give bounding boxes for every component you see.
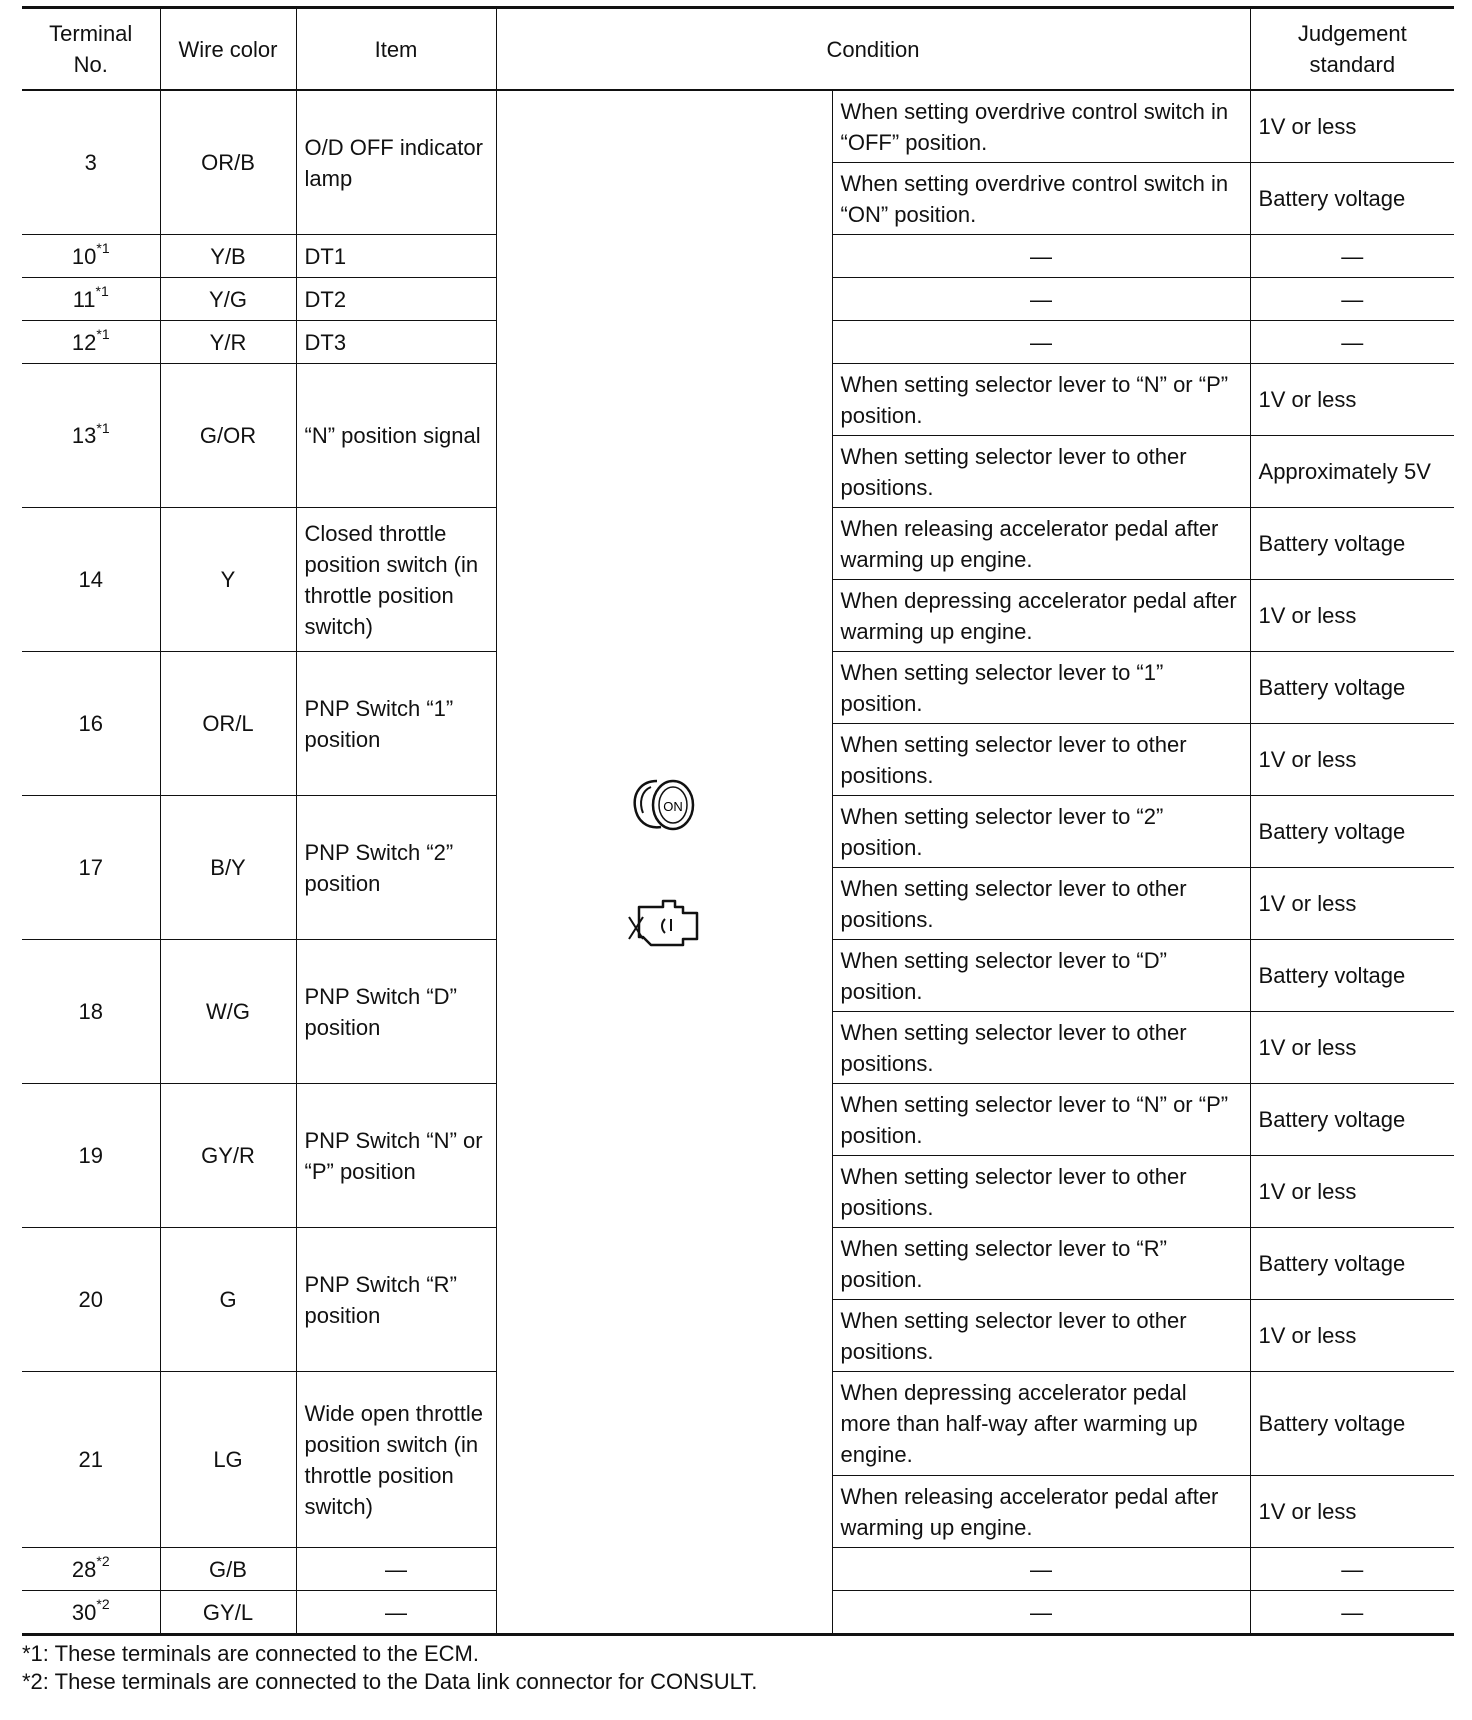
item-cell: —	[296, 1548, 496, 1591]
condition-cell: When setting selector lever to other positions.	[832, 724, 1250, 796]
terminal-number: 11	[72, 286, 96, 312]
terminal-cell	[22, 1591, 160, 1635]
item-cell: Wide open throttle position switch (in throttle position switch)	[296, 1372, 496, 1548]
condition-cell: —	[832, 235, 1250, 278]
condition-cell: When setting selector lever to “1” position.	[832, 652, 1250, 724]
terminal-footnote-mark: *1	[95, 283, 109, 300]
table-header-row	[22, 8, 1454, 91]
terminal-number: 30	[71, 1599, 97, 1625]
terminal-number: 12	[71, 329, 97, 355]
terminal-cell	[22, 235, 160, 278]
footnotes	[22, 1640, 1454, 1696]
condition-cell: When setting selector lever to “2” position.	[832, 796, 1250, 868]
document	[22, 6, 1454, 1696]
terminal-number: 14	[78, 567, 103, 592]
judgement-cell: 1V or less	[1250, 1300, 1454, 1372]
header-item: Item	[296, 8, 496, 91]
terminal-cell	[22, 364, 160, 508]
terminal-table	[22, 6, 1454, 1636]
terminal-cell	[22, 796, 160, 940]
terminal-cell	[22, 652, 160, 796]
terminal-number: 20	[78, 1287, 103, 1312]
wire-color-cell: W/G	[160, 940, 296, 1084]
terminal-cell	[22, 278, 160, 321]
judgement-cell: —	[1250, 321, 1454, 364]
condition-cell: —	[832, 1548, 1250, 1591]
judgement-cell: Battery voltage	[1250, 652, 1454, 724]
item-cell: O/D OFF indicator lamp	[296, 90, 496, 235]
item-cell: PNP Switch “2” position	[296, 796, 496, 940]
terminal-cell	[22, 321, 160, 364]
judgement-cell: 1V or less	[1250, 1476, 1454, 1548]
wire-color-cell: Y	[160, 508, 296, 652]
judgement-cell: Battery voltage	[1250, 508, 1454, 580]
judgement-cell: —	[1250, 1548, 1454, 1591]
judgement-cell: 1V or less	[1250, 1012, 1454, 1084]
item-cell: DT3	[296, 321, 496, 364]
judgement-cell: Battery voltage	[1250, 1372, 1454, 1476]
terminal-cell	[22, 508, 160, 652]
condition-cell: When depressing accelerator pedal more than half-way after warming up engine.	[832, 1372, 1250, 1476]
condition-cell: When releasing accelerator pedal after warming up engine.	[832, 1476, 1250, 1548]
item-cell: —	[296, 1591, 496, 1635]
terminal-footnote-mark: *1	[96, 240, 110, 257]
terminal-footnote-mark: *1	[96, 419, 110, 436]
judgement-cell: —	[1250, 235, 1454, 278]
terminal-footnote-mark: *2	[96, 1553, 110, 1570]
terminal-cell	[22, 940, 160, 1084]
wire-color-cell: B/Y	[160, 796, 296, 940]
judgement-cell: Battery voltage	[1250, 1228, 1454, 1300]
judgement-cell: 1V or less	[1250, 724, 1454, 796]
table-row	[22, 90, 1454, 163]
condition-cell: When setting overdrive control switch in “ON” position.	[832, 163, 1250, 235]
wire-color-cell: GY/R	[160, 1084, 296, 1228]
condition-cell: When setting overdrive control switch in “OFF” position.	[832, 90, 1250, 163]
item-cell: Closed throttle position switch (in throttle position switch)	[296, 508, 496, 652]
terminal-number: 18	[78, 999, 103, 1024]
terminal-footnote-mark: *2	[96, 1596, 110, 1613]
judgement-cell: 1V or less	[1250, 364, 1454, 436]
terminal-number: 19	[78, 1143, 103, 1168]
header-terminal: Terminal No.	[22, 8, 160, 91]
judgement-cell: 1V or less	[1250, 90, 1454, 163]
condition-cell: When setting selector lever to other positions.	[832, 1012, 1250, 1084]
footnote-2: *2: These terminals are connected to the Data link connector for CONSULT.	[22, 1669, 758, 1694]
condition-icons-cell	[496, 90, 832, 1635]
ign-on-label: ON	[663, 799, 683, 814]
terminal-number: 17	[78, 855, 103, 880]
judgement-cell: Battery voltage	[1250, 163, 1454, 235]
item-cell: PNP Switch “1” position	[296, 652, 496, 796]
wire-color-cell: LG	[160, 1372, 296, 1548]
header-judgement: Judgement standard	[1250, 8, 1454, 91]
terminal-number: 10	[71, 243, 97, 269]
judgement-cell: —	[1250, 1591, 1454, 1635]
terminal-number: 28	[71, 1556, 97, 1582]
judgement-cell: Battery voltage	[1250, 940, 1454, 1012]
judgement-cell: Battery voltage	[1250, 1084, 1454, 1156]
terminal-number: 21	[78, 1447, 103, 1472]
terminal-number: 3	[84, 150, 97, 175]
judgement-cell: Approximately 5V	[1250, 436, 1454, 508]
condition-cell: —	[832, 1591, 1250, 1635]
terminal-cell	[22, 1084, 160, 1228]
condition-cell: When setting selector lever to “N” or “P” position.	[832, 1084, 1250, 1156]
wire-color-cell: GY/L	[160, 1591, 296, 1635]
condition-cell: —	[832, 321, 1250, 364]
header-condition: Condition	[496, 8, 1250, 91]
terminal-cell	[22, 1228, 160, 1372]
terminal-cell	[22, 1372, 160, 1548]
item-cell: PNP Switch “D” position	[296, 940, 496, 1084]
condition-cell: When setting selector lever to other positions.	[832, 868, 1250, 940]
item-cell: “N” position signal	[296, 364, 496, 508]
terminal-cell	[22, 90, 160, 235]
ignition-key-on-icon	[629, 773, 699, 835]
condition-cell: When setting selector lever to other positions.	[832, 1300, 1250, 1372]
condition-cell: When setting selector lever to “N” or “P” position.	[832, 364, 1250, 436]
judgement-cell: 1V or less	[1250, 1156, 1454, 1228]
condition-cell: —	[832, 278, 1250, 321]
item-cell: PNP Switch “N” or “P” position	[296, 1084, 496, 1228]
condition-cell: When setting selector lever to other positions.	[832, 436, 1250, 508]
wire-color-cell: Y/R	[160, 321, 296, 364]
condition-cell: When depressing accelerator pedal after warming up engine.	[832, 580, 1250, 652]
wire-color-cell: OR/B	[160, 90, 296, 235]
header-wire-color: Wire color	[160, 8, 296, 91]
wire-color-cell: G/B	[160, 1548, 296, 1591]
judgement-cell: 1V or less	[1250, 580, 1454, 652]
wire-color-cell: OR/L	[160, 652, 296, 796]
terminal-footnote-mark: *1	[96, 326, 110, 343]
judgement-cell: Battery voltage	[1250, 796, 1454, 868]
condition-cell: When releasing accelerator pedal after warming up engine.	[832, 508, 1250, 580]
condition-cell: When setting selector lever to “R” position.	[832, 1228, 1250, 1300]
wire-color-cell: Y/G	[160, 278, 296, 321]
item-cell: DT2	[296, 278, 496, 321]
terminal-number: 13	[71, 423, 97, 448]
icons-group	[505, 773, 824, 951]
wire-color-cell: G	[160, 1228, 296, 1372]
item-cell: DT1	[296, 235, 496, 278]
condition-cell: When setting selector lever to other positions.	[832, 1156, 1250, 1228]
terminal-number: 16	[78, 711, 103, 736]
judgement-cell: —	[1250, 278, 1454, 321]
condition-cell: When setting selector lever to “D” position.	[832, 940, 1250, 1012]
footnote-1: *1: These terminals are connected to the ECM.	[22, 1641, 479, 1666]
judgement-cell: 1V or less	[1250, 868, 1454, 940]
wire-color-cell: Y/B	[160, 235, 296, 278]
engine-running-icon	[621, 895, 707, 951]
item-cell: PNP Switch “R” position	[296, 1228, 496, 1372]
terminal-cell	[22, 1548, 160, 1591]
wire-color-cell: G/OR	[160, 364, 296, 508]
